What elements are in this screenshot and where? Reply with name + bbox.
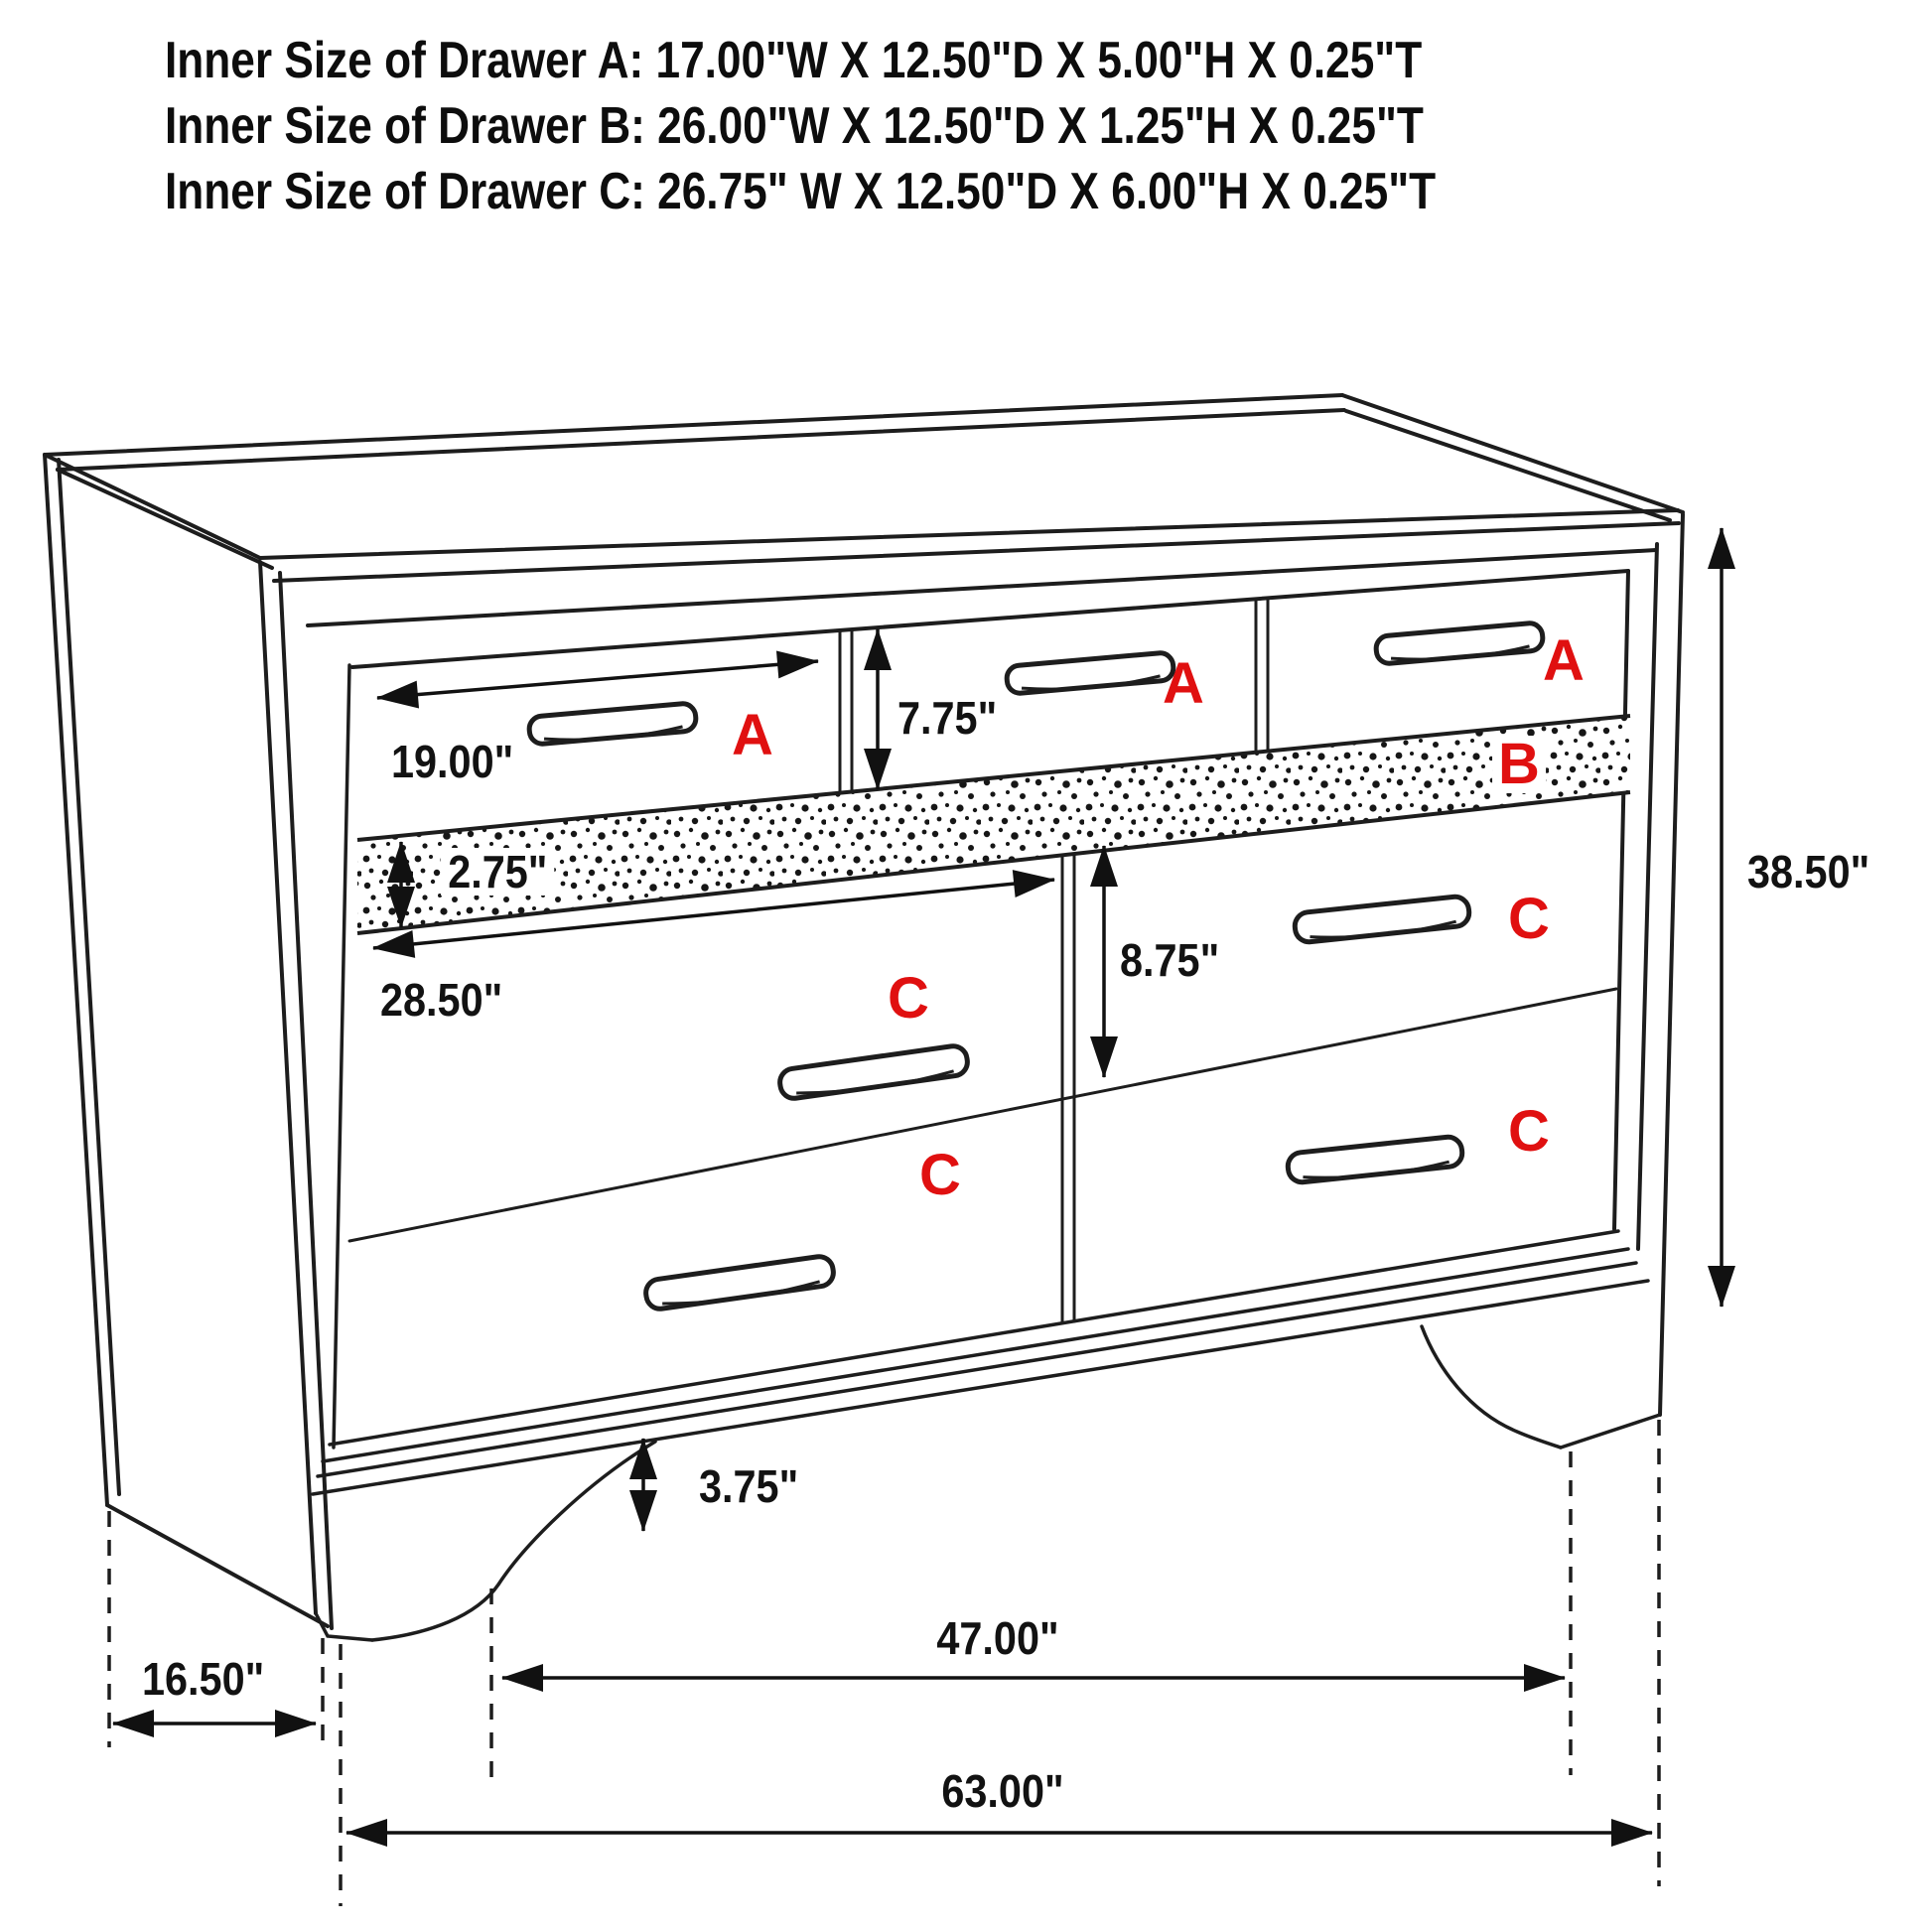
dim-label-drawer-c-width: 28.50" (380, 974, 503, 1026)
drawer-label-c-top-right: C (1508, 887, 1550, 951)
left-foot (316, 1613, 372, 1640)
drawer-handle-icon (1006, 652, 1174, 695)
dim-arrow-19-00 (377, 661, 818, 698)
drawer-handle-icon (1375, 622, 1544, 665)
right-foot (1422, 1326, 1561, 1448)
dim-label-drawer-a-height: 7.75" (897, 692, 998, 744)
drawer-handles (528, 622, 1544, 1311)
drawer-label-a2: A (1163, 651, 1204, 716)
drawer-label-a3: A (1543, 628, 1585, 693)
header-spec-text (165, 28, 1660, 224)
dim-label-total-height: 38.50" (1747, 846, 1870, 897)
drawer-handle-icon (644, 1255, 835, 1311)
cabinet-outline (45, 395, 1683, 1640)
drawer-label-a1: A (732, 703, 773, 767)
drawer-handle-icon (1287, 1136, 1463, 1184)
drawer-label-c-bottom-left: C (919, 1143, 961, 1207)
spec-line-drawer-a: Inner Size of Drawer A: 17.00"W X 12.50"D X 5.00"H X 0.25"T (165, 32, 1423, 89)
drawer-handle-icon (528, 703, 697, 746)
dim-label-drawer-a-width: 19.00" (391, 736, 514, 787)
dim-label-drawer-b-height: 2.75" (441, 848, 555, 896)
drawer-label-b: B (1492, 736, 1546, 793)
drawer-handle-icon (778, 1044, 969, 1101)
dim-label-drawer-c-height: 8.75" (1120, 934, 1220, 986)
cabinet-left-panel (45, 455, 332, 1628)
drawer-label-c-bottom-right: C (1508, 1099, 1550, 1164)
spec-line-drawer-c: Inner Size of Drawer C: 26.75" W X 12.50"D X 6.00"H X 0.25"T (165, 163, 1437, 220)
cabinet-feet (316, 1326, 1660, 1640)
drawer-handle-icon (1294, 896, 1470, 944)
dim-label-inner-span: 47.00" (936, 1612, 1059, 1664)
spec-line-drawer-b: Inner Size of Drawer B: 26.00"W X 12.50"D X 1.25"H X 0.25"T (165, 97, 1424, 155)
dim-label-foot-height: 3.75" (699, 1460, 799, 1512)
cabinet-top (45, 395, 1683, 667)
dim-label-depth: 16.50" (142, 1653, 265, 1705)
drawer-label-c-top-left: C (888, 966, 929, 1031)
dim-label-total-width: 63.00" (941, 1765, 1064, 1817)
